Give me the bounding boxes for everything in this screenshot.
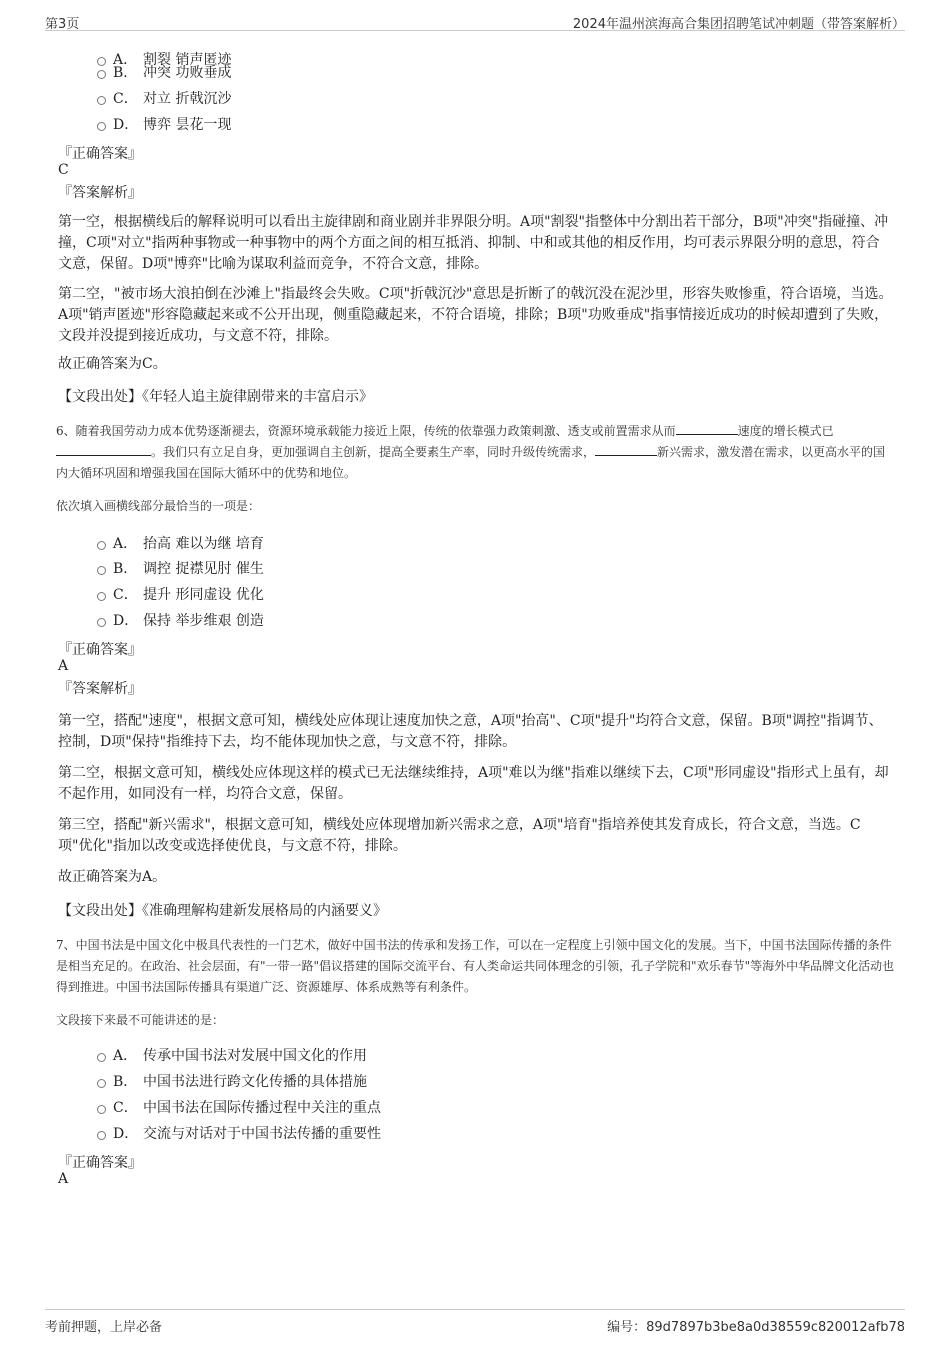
page-number: 第3页 [45,17,80,32]
analysis-label: 『答案解析』 [58,681,142,697]
answer-value: C [58,162,69,178]
radio-icon[interactable] [97,1079,106,1088]
question-prompt: 依次填入画横线部分最恰当的一项是： [56,499,261,513]
question-stem: 7、中国书法是中国文化中极具代表性的一门艺术，做好中国书法的传承和发扬工作，可以在一定程度上引领中国文化的发展。当下，中国书法国际传播的条件是相当充足的。在政治、社会层面，有"一带一路"倡议搭建的国际交流平台、有人类命运共同体理念的引领，孔子学院和"欢乐春节"等海外中华品牌文化活动也得到推进。中国书法国际传播具有渠道广泛、资源雄厚、体系成熟等有利条件。 [56,938,895,994]
q5-option-a[interactable]: A． 割裂 销声匿迹 [97,49,231,69]
document-title: 2024年温州滨海高合集团招聘笔试冲刺题（带答案解析） [572,17,905,32]
q5-option-d[interactable]: D． 博弈 昙花一现 [97,114,231,134]
answer-label: 『正确答案』 [58,1155,142,1171]
q6-option-b[interactable]: B． 调控 捉襟见肘 催生 [97,558,264,578]
q7-option-c[interactable]: C． 中国书法在国际传播过程中关注的重点 [97,1097,381,1117]
analysis-label: 『答案解析』 [58,185,142,201]
q5-option-c[interactable]: C． 对立 折戟沉沙 [97,88,231,108]
footer-slogan: 考前押题，上岸必备 [45,1320,163,1335]
analysis-paragraph: 第三空，搭配"新兴需求"，根据文意可知，横线处应体现增加新兴需求之意，A项"培育"指培养使其发育成长，符合文意，当选。C项"优化"指加以改变或选择使优良，与文意不符，排除。 [58,817,861,854]
blank-line [56,443,151,456]
analysis-paragraph: 第一空，搭配"速度"，根据文意可知，横线处应体现让速度加快之意，A项"抬高"、C项"提升"均符合文意，保留。B项"调控"指调节、控制，D项"保持"指维持下去，均不能体现加快之意，与文意不符，排除。 [58,713,883,750]
q5-option-b[interactable]: B． 冲突 功败垂成 [97,62,231,82]
analysis-paragraph: 第二空，"被市场大浪拍倒在沙滩上"指最终会失败。C项"折戟沉沙"意思是折断了的戟沉没在泥沙里，形容失败惨重，符合语境，当选。A项"销声匿迹"形容隐藏起来或不公开出现，侧重隐藏起来，不符合语境，排除；B项"功败垂成"指事情接近成功的时候却遭到了失败，文段并没提到接近成功，与文意不符，排除。 [58,286,893,344]
radio-icon[interactable] [97,96,106,105]
radio-icon[interactable] [97,1105,106,1114]
radio-icon[interactable] [97,70,106,79]
page-header [45,0,905,31]
radio-icon[interactable] [97,541,106,550]
blank-line [676,422,738,435]
radio-icon[interactable] [97,592,106,601]
blank-line [595,443,657,456]
answer-label: 『正确答案』 [58,146,142,162]
q6-option-d[interactable]: D． 保持 举步维艰 创造 [97,610,264,630]
question-prompt: 文段接下来最不可能讲述的是： [56,1013,225,1027]
analysis-conclusion: 故正确答案为A。 [58,869,167,885]
answer-label: 『正确答案』 [58,642,142,658]
radio-icon[interactable] [97,1053,106,1062]
analysis-paragraph: 第二空，根据文意可知，横线处应体现这样的模式已无法继续维持，A项"难以为继"指难以继续下去，C项"形同虚设"指形式上虽有，却不起作用，如同没有一样，均符合文意，保留。 [58,765,889,802]
answer-value: A [58,658,69,674]
page-footer [45,1309,905,1345]
question-stem: 6、随着我国劳动力成本优势逐渐褪去，资源环境承载能力接近上限，传统的依靠强力政策刺激、透支或前置需求从而 速度的增长模式已。我们只有立足自身，更加强调自主创新，提高全要素生产率，同时升级传统需求， 新兴需求，激发潜在需求，以更高水平的国内大循环巩固和增强我国在国际大循环中的优势和地位。 [56,424,886,480]
radio-icon[interactable] [97,122,106,131]
q6-option-a[interactable]: A． 抬高 难以为继 培育 [97,533,264,553]
q6-option-c[interactable]: C． 提升 形同虚设 优化 [97,584,264,604]
q7-option-b[interactable]: B． 中国书法进行跨文化传播的具体措施 [97,1071,367,1091]
q7-option-a[interactable]: A． 传承中国书法对发展中国文化的作用 [97,1045,367,1065]
radio-icon[interactable] [97,566,106,575]
source-citation: 【文段出处】《准确理解构建新发展格局的内涵要义》 [58,903,387,919]
answer-value: A [58,1171,69,1187]
source-citation: 【文段出处】《年轻人追主旋律剧带来的丰富启示》 [58,389,373,405]
analysis-paragraph: 第一空，根据横线后的解释说明可以看出主旋律剧和商业剧并非界限分明。A项"割裂"指整体中分割出若干部分，B项"冲突"指碰撞、冲撞，C项"对立"指两种事物或一种事物中的两个方面之间的相互抵消、抑制、中和或其他的相反作用，均可表示界限分明的意思，符合文意，保留。D项"博弈"比喻为谋取利益而竞争，不符合文意，排除。 [58,214,889,272]
radio-icon[interactable] [97,618,106,627]
analysis-conclusion: 故正确答案为C。 [58,356,167,372]
radio-icon[interactable] [97,1131,106,1140]
document-id: 编号：89d7897b3be8a0d38559c820012afb78 [607,1320,905,1335]
q7-option-d[interactable]: D． 交流与对话对于中国书法传播的重要性 [97,1123,381,1143]
